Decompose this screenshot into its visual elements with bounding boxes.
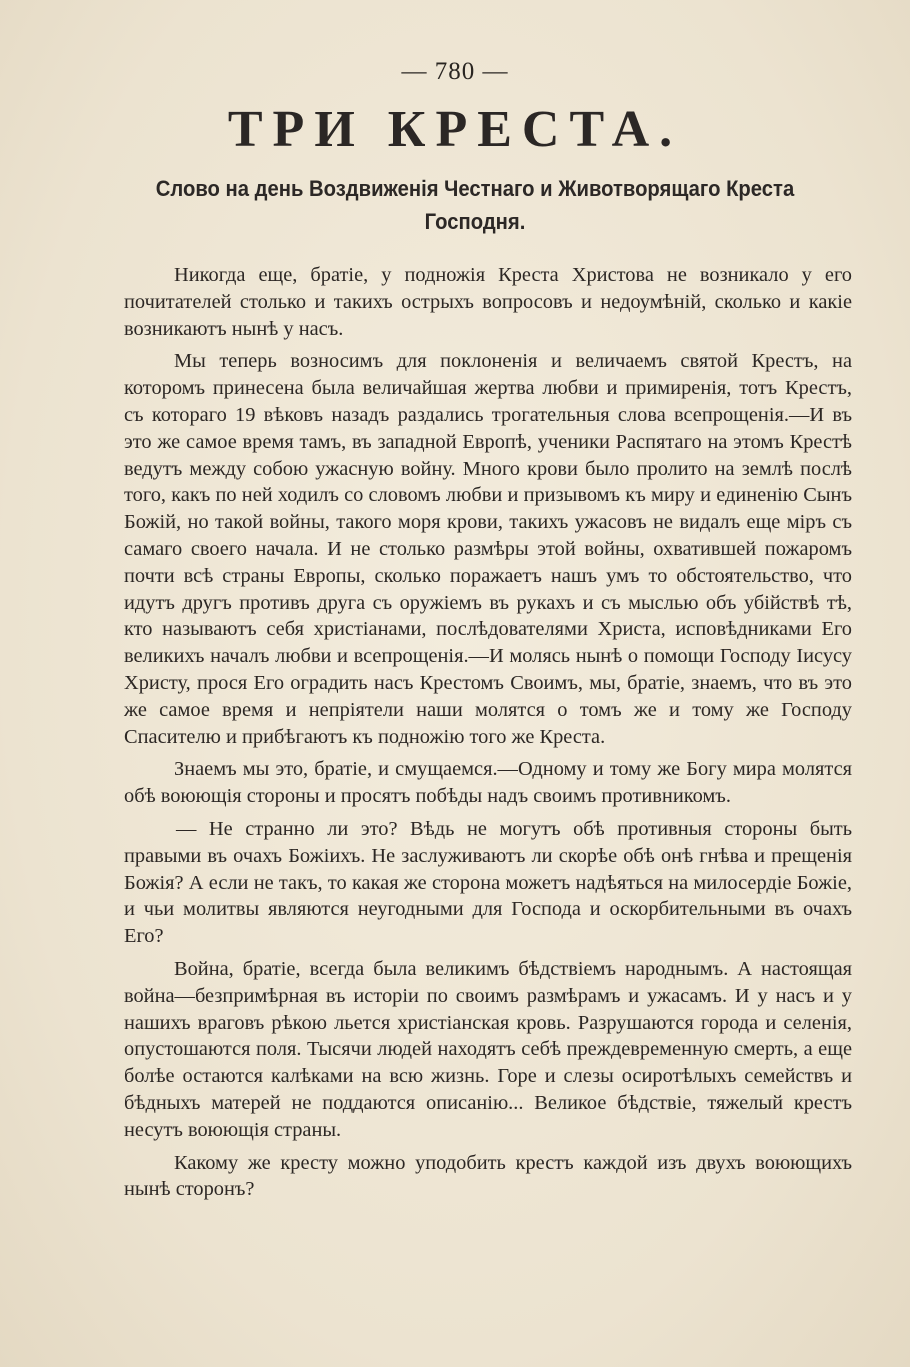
- subtitle: Слово на день Воздвиженія Честнаго и Животворящаго Креста Господня.: [155, 176, 795, 234]
- page-number: — 780 —: [401, 58, 509, 85]
- paragraph: Какому же кресту можно уподобить крестъ каждой изъ двухъ воюющихъ нынѣ сторонъ?: [124, 1151, 852, 1201]
- paragraph: Мы теперь возносимъ для поклоненія и величаемъ святой Крестъ, на которомъ принесена была величайшая жертва любви и примиренія, тотъ Крестъ, съ котораго 19 вѣковъ назадъ раздались трогательныя слова всепрощенія.—И въ это же самое время тамъ, въ западной Европѣ, ученики Распятаго на этомъ Крестѣ ведутъ между собою ужасную войну. Много крови было пролито на землѣ послѣ того, какъ по ней ходилъ со словомъ любви и призывомъ къ миру и единенію Сынъ Божій, но такой войны, такого моря крови, такихъ ужасовъ не видалъ еще міръ съ самаго своего начала. И не столько размѣры этой войны, охватившей пожаромъ почти всѣ страны Европы, сколько поражаетъ нашъ умъ то обстоятельство, что идутъ другъ противъ друга съ оружіемъ въ рукахъ и съ мыслью объ убійствѣ тѣ, кто называютъ себя христіанами, послѣдователями Христа, исповѣдниками Его великихъ началъ любви и всепрощенія.—И молясь нынѣ о помощи Господу Іисусу Христу, прося Его оградить насъ Крестомъ Своимъ, мы, братіе, знаемъ, что въ это же самое время и непріятели наши молятся о томъ же и тому же Господу Спасителю и прибѣгаютъ къ подножію того же Креста.: [124, 350, 852, 748]
- paragraph: — Не странно ли это? Вѣдь не могутъ обѣ противныя стороны быть правыми въ очахъ Божіихъ. Не заслуживаютъ ли скорѣе обѣ онѣ гнѣва и прещенія Божія? А если не такъ, то какая же сторона можетъ надѣяться на милосердіе Божіе, и чьи молитвы являются неугодными для Господа и оскорбительными въ очахъ Его?: [124, 817, 852, 948]
- page-title: ТРИ КРЕСТА.: [227, 101, 683, 158]
- body-text: [124, 262, 852, 1209]
- paragraph: Никогда еще, братіе, у подножія Креста Христова не возникало у его почитателей столько и такихъ острыхъ вопросовъ и недоумѣній, сколько и какіе возникаютъ нынѣ у насъ.: [124, 264, 852, 340]
- paragraph: Война, братіе, всегда была великимъ бѣдствіемъ народнымъ. А настоящая война—безпримѣрная въ исторіи по своимъ размѣрамъ и ужасамъ. И у насъ и у нашихъ враговъ рѣкою льется христіанская кровь. Разрушаются города и селенія, опустошаются поля. Тысячи людей находятъ себѣ преждевременную смерть, а еще болѣе остаются калѣками на всю жизнь. Горе и слезы осиротѣлыхъ семействъ и бѣдныхъ матерей не поддаются описанію... Великое бѣдствіе, тяжелый крестъ несутъ воюющія страны.: [124, 957, 852, 1141]
- paragraph: Знаемъ мы это, братіе, и смущаемся.—Одному и тому же Богу мира молятся обѣ воюющія стороны и просятъ побѣды надъ своимъ противникомъ.: [124, 758, 852, 808]
